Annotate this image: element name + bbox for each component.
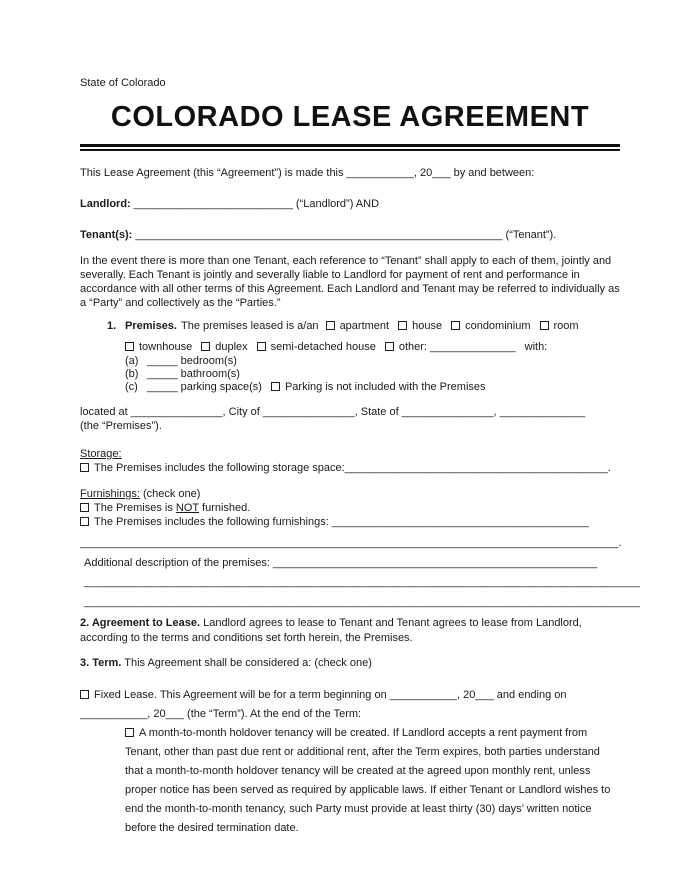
option-apartment: apartment	[326, 320, 390, 332]
checkbox-icon[interactable]	[451, 321, 460, 330]
furnishings-heading: Furnishings: (check one)	[80, 488, 201, 500]
option-duplex: duplex	[201, 341, 247, 353]
fixed-lease-block	[80, 686, 622, 724]
additional-description-line: Additional description of the premises: _____________________________________________________	[84, 557, 598, 569]
landlord-label: Landlord:	[80, 198, 131, 210]
section3-heading: 3. Term.	[80, 657, 122, 669]
bathrooms-label: (b)	[125, 368, 139, 380]
tenant-line	[80, 228, 620, 242]
furnishings-continuation-line[interactable]: ________________________________________________________________________________________.	[80, 537, 622, 549]
section2-heading: 2. Agreement to Lease.	[80, 617, 201, 629]
option-condominium: condominium	[451, 320, 530, 332]
state-line: State of Colorado	[80, 77, 166, 89]
not-furnished-line: The Premises is NOT furnished.	[80, 501, 620, 515]
section3-line: 3. Term. This Agreement shall be considered a: (check one)	[80, 657, 372, 669]
landlord-blank-field[interactable]: __________________________ (“Landlord”) AND	[130, 198, 380, 210]
checkbox-icon[interactable]	[271, 382, 280, 391]
blank-line[interactable]: ________________________________________________________________________________________	[84, 596, 640, 608]
furnishings-includes-line	[80, 515, 620, 529]
bedrooms-line	[80, 355, 620, 368]
with-suffix: with:	[524, 341, 548, 353]
located-at-line[interactable]: located at _______________, City of _______________, State of _______________, ______________	[80, 406, 586, 418]
bathrooms-blank-field[interactable]: _____ bathroom(s)	[147, 368, 240, 380]
checkbox-icon[interactable]	[80, 503, 89, 512]
holdover-block	[125, 724, 615, 838]
storage-space-field[interactable]: The Premises includes the following storage space:___________________________________________.	[94, 462, 611, 474]
checkbox-icon[interactable]	[125, 342, 134, 351]
page-title: COLORADO LEASE AGREEMENT	[110, 101, 590, 133]
premises-lead: The premises leased is a/an	[180, 320, 319, 332]
landlord-line	[80, 197, 620, 211]
storage-checkbox-line	[80, 461, 620, 475]
checkbox-icon[interactable]	[540, 321, 549, 330]
checkbox-icon[interactable]	[80, 517, 89, 526]
parking-blank-field[interactable]: _____ parking space(s)	[147, 381, 262, 393]
section1-heading: Premises.	[125, 320, 177, 332]
parking-label: (c)	[125, 381, 138, 393]
checkbox-icon[interactable]	[80, 690, 89, 699]
option-townhouse: townhouse	[125, 341, 192, 353]
checkbox-icon[interactable]	[398, 321, 407, 330]
bathrooms-line	[80, 368, 620, 381]
checkbox-icon[interactable]	[326, 321, 335, 330]
checkbox-icon[interactable]	[257, 342, 266, 351]
multi-tenant-paragraph: In the event there is more than one Tenant, each reference to “Tenant” shall apply to each of them, jointly and severally. Each Tenant is jointly and severally liable to Landlord for payment of rent and performance in accordance with all other terms of this Agreement. Each Landlord and Tenant may be referred to individually as a “Party” and collectively as the “Parties.”	[80, 255, 620, 309]
storage-heading: Storage:	[80, 448, 122, 460]
bedrooms-blank-field[interactable]: _____ bedroom(s)	[147, 355, 237, 367]
premises-ref-line: (the “Premises”).	[80, 420, 162, 432]
section1-number: 1.	[107, 320, 117, 332]
checkbox-icon[interactable]	[201, 342, 210, 351]
bedrooms-label: (a)	[125, 355, 139, 367]
premises-options-row2	[80, 340, 620, 354]
option-semi-detached: semi-detached house	[257, 341, 376, 353]
other-blank-field[interactable]: other: ______________	[398, 341, 516, 353]
checkbox-icon[interactable]	[385, 342, 394, 351]
made-between-line: This Lease Agreement (this “Agreement”) is made this ___________, 20___ by and between:	[80, 167, 535, 179]
tenant-label: Tenant(s):	[80, 229, 133, 241]
parking-line	[80, 381, 620, 394]
not-word: NOT	[175, 502, 199, 514]
parking-not-included-text: Parking is not included with the Premises	[284, 381, 486, 393]
option-room: room	[540, 320, 579, 332]
additional-description-field[interactable]: _____________________________________________________	[272, 557, 598, 569]
holdover-text: A month-to-month holdover tenancy will be created. If Landlord accepts a rent payment from Tenant, other than past due rent or additional rent, after the Term expires, both parties understand that a month-to-month holdover tenancy will be created at the agreed upon monthly rent, unless proper notice has been served as required by applicable laws. If either Tenant or Landlord wishes to end the month-to-month tenancy, such Party must provide at least thirty (30) days’ written notice before the desired termination date.	[125, 727, 611, 834]
checkbox-icon[interactable]	[125, 728, 134, 737]
checkbox-icon[interactable]	[80, 463, 89, 472]
premises-options-row1	[80, 319, 620, 333]
section2-paragraph: 2. Agreement to Lease. Landlord agrees to lease to Tenant and Tenant agrees to lease from Landlord, according to the terms and conditions set forth herein, the Premises.	[80, 617, 582, 644]
furnishings-field[interactable]: The Premises includes the following furnishings: __________________________________________	[94, 516, 589, 528]
option-house: house	[398, 320, 442, 332]
title-rule	[80, 144, 620, 151]
fixed-lease-text: Fixed Lease. This Agreement will be for a term beginning on ___________, 20___ and ending on ___________, 20___ (the “Term”). At the end of the Term:	[80, 689, 567, 720]
option-other	[385, 341, 516, 353]
tenant-blank-field[interactable]: ____________________________________________________________ (“Tenant”).	[132, 229, 557, 241]
blank-line[interactable]: ________________________________________________________________________________________	[84, 576, 640, 588]
